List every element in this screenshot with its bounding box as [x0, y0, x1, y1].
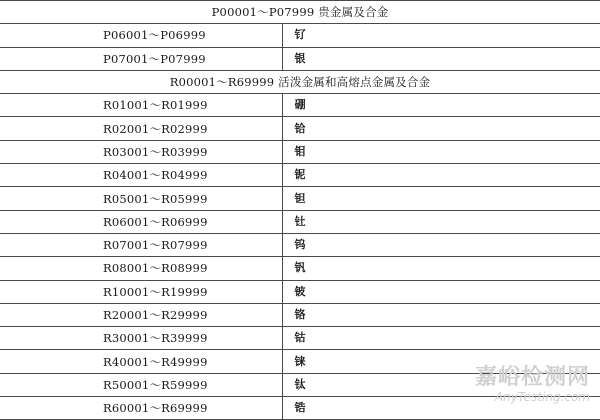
element-name: 钽 — [282, 187, 600, 210]
element-name: 铼 — [282, 350, 600, 373]
table-row — [0, 233, 600, 256]
table-row — [0, 303, 600, 326]
code-range: R40001～R49999 — [0, 350, 282, 373]
table-row — [0, 187, 600, 210]
table-row — [0, 373, 600, 396]
element-name: 铪 — [282, 117, 600, 140]
table-row — [0, 140, 600, 163]
code-range: R01001～R01999 — [0, 94, 282, 117]
code-range: R60001～R69999 — [0, 397, 282, 420]
code-range: R05001～R05999 — [0, 187, 282, 210]
code-range: R04001～R04999 — [0, 164, 282, 187]
code-range: R07001～R07999 — [0, 233, 282, 256]
table-row — [0, 117, 600, 140]
section-heading: P00001～P07999 贵金属及合金 — [0, 1, 600, 24]
section-heading-row — [0, 1, 600, 24]
code-range: R08001～R08999 — [0, 257, 282, 280]
table-row — [0, 47, 600, 70]
element-name: 铬 — [282, 303, 600, 326]
table-row — [0, 327, 600, 350]
element-name: 铌 — [282, 164, 600, 187]
element-name: 钴 — [282, 327, 600, 350]
element-name: 钨 — [282, 233, 600, 256]
code-range: R20001～R29999 — [0, 303, 282, 326]
table-row — [0, 397, 600, 420]
table-row — [0, 24, 600, 47]
element-name: 铍 — [282, 280, 600, 303]
code-range: R30001～R39999 — [0, 327, 282, 350]
element-name: 钌 — [282, 24, 600, 47]
element-name: 钍 — [282, 210, 600, 233]
section-heading: R00001～R69999 活泼金属和高熔点金属及合金 — [0, 70, 600, 93]
element-name: 银 — [282, 47, 600, 70]
element-name: 钒 — [282, 257, 600, 280]
table-row — [0, 94, 600, 117]
code-range: R02001～R02999 — [0, 117, 282, 140]
watermark-text-cn: 嘉峪检测网 — [474, 365, 590, 390]
element-name: 锆 — [282, 397, 600, 420]
table-row — [0, 280, 600, 303]
code-range: R10001～R19999 — [0, 280, 282, 303]
section-heading-row — [0, 70, 600, 93]
element-name: 钛 — [282, 373, 600, 396]
table-row — [0, 164, 600, 187]
code-range: R50001～R59999 — [0, 373, 282, 396]
code-range: R03001～R03999 — [0, 140, 282, 163]
table-row — [0, 210, 600, 233]
code-range: P07001～P07999 — [0, 47, 282, 70]
table-row — [0, 257, 600, 280]
watermark-text-en: AnyTesting.com — [494, 390, 590, 404]
code-range: P06001～P06999 — [0, 24, 282, 47]
element-name: 硼 — [282, 94, 600, 117]
element-name: 钼 — [282, 140, 600, 163]
table-row — [0, 350, 600, 373]
code-range: R06001～R06999 — [0, 210, 282, 233]
